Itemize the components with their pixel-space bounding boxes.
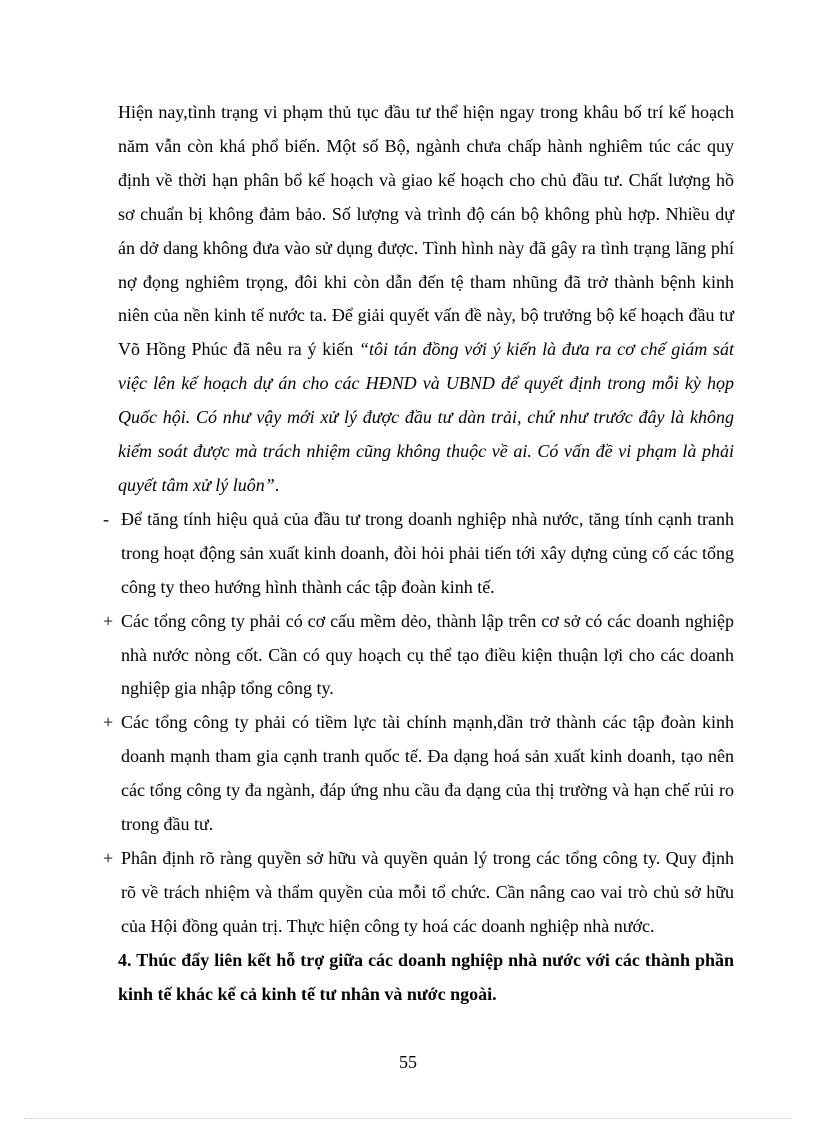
list-item xyxy=(103,605,734,707)
paragraph-1-end: . xyxy=(274,474,280,495)
list-item xyxy=(103,842,734,944)
list-item-text: Để tăng tính hiệu quả của đầu tư trong doanh nghiệp nhà nước, tăng tính cạnh tranh trong hoạt động sản xuất kinh doanh, đòi hỏi phải tiến tới xây dựng củng cố các tổng công ty theo hướng hình thành các tập đoàn kinh tế. xyxy=(121,508,734,597)
section-heading: 4. Thúc đẩy liên kết hỗ trợ giữa các doanh nghiệp nhà nước với các thành phần kinh tế khác kể cả kinh tế tư nhân và nước ngoài. xyxy=(118,949,734,1004)
minister-quote: “tôi tán đồng với ý kiến là đưa ra cơ chế giám sát việc lên kế hoạch dự án cho các HĐND và UBND để quyết định trong mỗi kỳ họp Quốc hội. Có như vậy mới xử lý được đầu tư dàn trải, chứ như trước đây là không kiểm soát được mà trách nhiệm cũng không thuộc về ai. Có vấn đề vi phạm là phải quyết tâm xử lý luôn” xyxy=(118,339,735,495)
footer-divider xyxy=(24,1118,792,1119)
document-body xyxy=(103,96,735,1011)
bullet-plus-icon: + xyxy=(103,610,114,631)
page-number: 55 xyxy=(399,1052,417,1072)
bullet-plus-icon: + xyxy=(103,847,114,868)
list-item xyxy=(103,706,734,842)
list-item xyxy=(103,503,734,605)
list-item-text: Các tổng công ty phải có cơ cấu mềm dẻo, thành lập trên cơ sở có các doanh nghiệp nhà nước nòng cốt. Cần có quy hoạch cụ thể tạo điều kiện thuận lợi cho các doanh nghiệp gia nhập tổng công ty. xyxy=(121,610,734,699)
bullet-dash-icon: - xyxy=(103,508,109,529)
list-item-text: Các tổng công ty phải có tiềm lực tài chính mạnh,dần trở thành các tập đoàn kinh doanh mạnh tham gia cạnh tranh quốc tế. Đa dạng hoá sản xuất kinh doanh, tạo nên các tổng công ty đa ngành, đáp ứng nhu cầu đa dạng của thị trường và hạn chế rủi ro trong đầu tư. xyxy=(121,712,734,835)
paragraph-1 xyxy=(118,96,734,503)
list-item-text: Phân định rõ ràng quyền sở hữu và quyền quản lý trong các tổng công ty. Quy định rõ về trách nhiệm và thẩm quyền của mỗi tổ chức. Cần nâng cao vai trò chủ sở hữu của Hội đồng quản trị. Thực hiện công ty hoá các doanh nghiệp nhà nước. xyxy=(121,847,734,936)
bullet-plus-icon: + xyxy=(103,712,114,733)
paragraph-1-text: Hiện nay,tình trạng vi phạm thủ tục đầu tư thể hiện ngay trong khâu bố trí kế hoạch năm vẫn còn khá phổ biến. Một số Bộ, ngành chưa chấp hành nghiêm túc các quy định về thời hạn phân bổ kế hoạch và giao kế hoạch cho chủ đầu tư. Chất lượng hồ sơ chuẩn bị không đảm bảo. Số lượng và trình độ cán bộ không phù hợp. Nhiều dự án dở dang không đưa vào sử dụng được. Tình hình này đã gây ra tình trạng lãng phí nợ đọng nghiêm trọng, đôi khi còn dẫn đến tệ tham nhũng đã trở thành bệnh kinh niên của nền kinh tế nước ta. Để giải quyết vấn đề này, bộ trưởng bộ kế hoạch đầu tư Võ Hồng Phúc đã nêu ra ý kiến xyxy=(118,102,734,360)
